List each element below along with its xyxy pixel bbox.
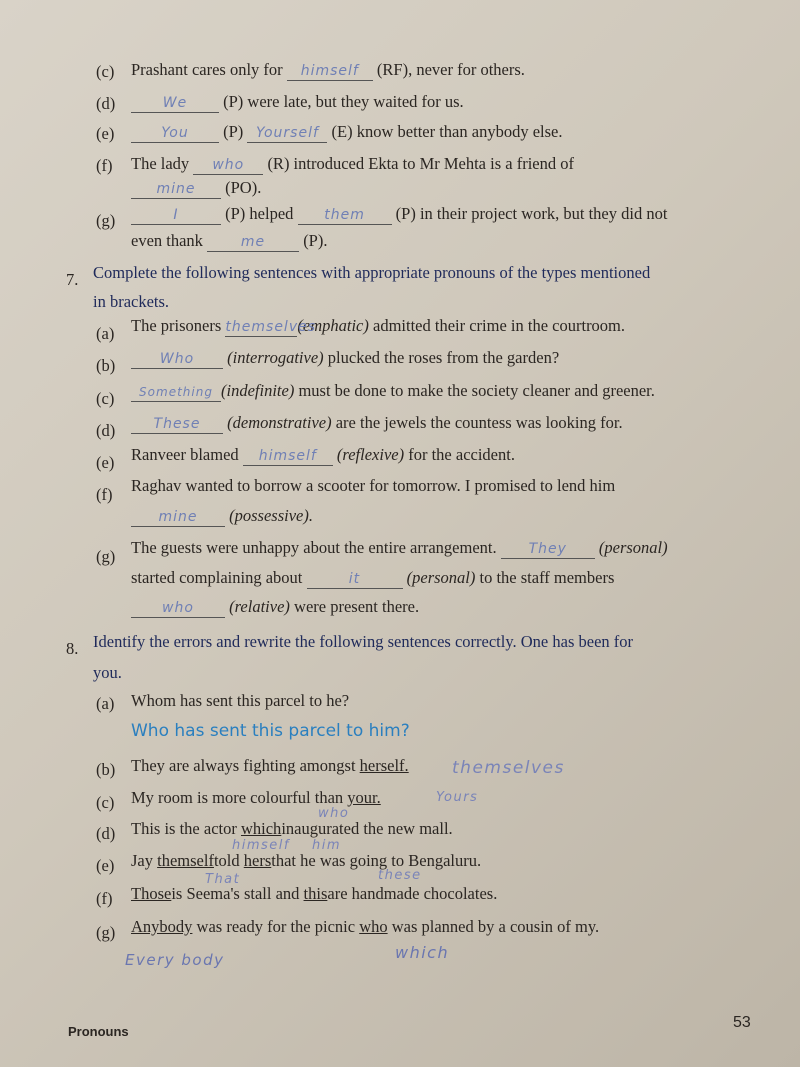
text: for the accident. xyxy=(408,445,515,464)
handwritten-answer: them xyxy=(324,207,365,223)
item-label: (c) xyxy=(96,793,115,812)
item-label: (d) xyxy=(96,824,116,843)
handwritten-correction: themselves xyxy=(452,758,565,778)
handwritten-correction: Yours xyxy=(436,790,479,805)
blank[interactable] xyxy=(243,447,333,466)
sentence-6e xyxy=(131,124,562,143)
item-label: (f) xyxy=(96,485,113,504)
text: Ranveer blamed xyxy=(131,445,239,464)
item-label: (e) xyxy=(96,453,115,472)
sentence-8g xyxy=(131,919,599,936)
text: This is the actor xyxy=(131,819,237,838)
handwritten-answer: it xyxy=(348,571,361,587)
question-7-text: Complete the following sentences with appropriate pronouns of the types mentioned xyxy=(93,263,651,282)
text: (P) were late, but they waited for us. xyxy=(223,92,464,111)
text: (R) introduced Ekta to Mr Mehta is a friend of xyxy=(267,154,574,173)
handwritten-correction: which xyxy=(395,943,450,962)
sentence-7g xyxy=(131,540,668,559)
handwritten-answer: We xyxy=(162,95,188,111)
sentence-8b xyxy=(131,758,409,775)
item-label: (a) xyxy=(96,324,115,343)
error-word: Those xyxy=(131,884,172,903)
question-number: 7. xyxy=(66,270,79,289)
text: The lady xyxy=(131,154,190,173)
handwritten-answer: These xyxy=(153,416,201,432)
blank[interactable] xyxy=(307,570,403,589)
sentence-6d xyxy=(131,94,464,113)
item-label: (b) xyxy=(96,760,116,779)
blank[interactable] xyxy=(225,318,317,337)
handwritten-answer: I xyxy=(173,207,179,223)
text: admitted their crime in the courtroom. xyxy=(373,316,626,335)
item-label: (a) xyxy=(96,694,115,713)
sentence-7g-line2 xyxy=(131,570,614,589)
text: started complaining about xyxy=(131,568,303,587)
text: (P). xyxy=(303,231,328,250)
pronoun-type: (demonstrative) xyxy=(227,413,332,432)
chapter-title: Pronouns xyxy=(68,1024,129,1039)
text: were present there. xyxy=(294,597,420,616)
sentence-6g xyxy=(131,206,667,225)
sentence-8f xyxy=(131,886,497,903)
pronoun-type: (emphatic) xyxy=(297,316,369,335)
pronoun-type: (relative) xyxy=(229,597,290,616)
sentence-7b xyxy=(131,350,559,369)
text: (P) xyxy=(223,122,244,141)
text: is Seema's stall and xyxy=(171,884,300,903)
text: that he was going to Bengaluru. xyxy=(271,851,482,870)
text: was planned by a cousin of my. xyxy=(391,917,600,936)
sentence-7f xyxy=(131,478,615,495)
text: The prisoners xyxy=(131,316,222,335)
question-number: 8. xyxy=(66,639,79,658)
item-label: (g) xyxy=(96,211,116,230)
text: Prashant cares only for xyxy=(131,60,283,79)
question-8-text: Identify the errors and rewrite the following sentences correctly. One has been for xyxy=(93,632,634,651)
handwritten-answer: who xyxy=(212,157,245,173)
text: My room is more colourful than xyxy=(131,788,344,807)
blank[interactable] xyxy=(131,415,223,434)
text: Jay xyxy=(131,851,153,870)
sentence-7d xyxy=(131,415,623,434)
blank[interactable] xyxy=(501,540,595,559)
text: They are always fighting amongst xyxy=(131,756,356,775)
pronoun-type: (interrogative) xyxy=(227,348,324,367)
handwritten-answer: Yourself xyxy=(255,125,319,141)
item-label: (e) xyxy=(96,856,115,875)
handwritten-correction: That xyxy=(205,872,241,887)
handwritten-correction: himself xyxy=(232,838,290,853)
error-word: your. xyxy=(347,788,381,807)
handwritten-answer: Something xyxy=(139,385,213,399)
sentence-8a: Whom has sent this parcel to he? xyxy=(131,691,350,710)
text: are the jewels the countess was looking for. xyxy=(335,413,623,432)
error-word: Anybody xyxy=(131,917,193,936)
handwritten-answer: mine xyxy=(158,509,198,525)
sentence-7a xyxy=(131,318,625,337)
handwritten-answer: They xyxy=(528,541,567,557)
blank[interactable] xyxy=(131,206,221,225)
sample-answer: Who has sent this parcel to him? xyxy=(131,721,410,741)
item-label: (d) xyxy=(96,94,116,113)
text: told xyxy=(213,851,240,870)
item-label: (c) xyxy=(96,62,115,81)
item-label: (b) xyxy=(96,356,116,375)
error-word: hers xyxy=(243,851,272,870)
page-number: 53 xyxy=(733,1014,751,1031)
sentence-6c xyxy=(131,62,525,81)
text: are handmade chocolates. xyxy=(327,884,498,903)
handwritten-correction: Every body xyxy=(125,951,225,969)
pronoun-type: (indefinite) xyxy=(221,381,295,400)
handwritten-correction: these xyxy=(378,868,422,883)
error-word: herself. xyxy=(359,756,409,775)
blank[interactable] xyxy=(298,206,392,225)
text: The guests were unhappy about the entire arrangement. xyxy=(131,538,497,557)
handwritten-answer: mine xyxy=(156,181,196,197)
error-word: who xyxy=(359,917,388,936)
sentence-8e xyxy=(131,853,481,870)
text: plucked the roses from the garden? xyxy=(327,348,560,367)
text: Raghav wanted to borrow a scooter for tomorrow. I promised to lend him xyxy=(131,476,616,495)
question-8-text-line2: you. xyxy=(93,663,122,682)
text: to the staff members xyxy=(479,568,615,587)
sentence-7e xyxy=(131,447,515,466)
handwritten-answer: himself xyxy=(300,63,359,79)
pronoun-type: (personal) xyxy=(406,568,476,587)
text: (RF), never for others. xyxy=(376,60,525,79)
sentence-7g-line3 xyxy=(131,599,419,618)
blank[interactable] xyxy=(131,383,221,402)
pronoun-type: (reflexive) xyxy=(336,445,405,464)
pronoun-type: (possessive). xyxy=(229,506,313,525)
question-7-text-line2: in brackets. xyxy=(93,292,170,311)
handwritten-answer: me xyxy=(240,234,266,250)
blank[interactable] xyxy=(247,124,327,143)
item-label: (e) xyxy=(96,124,115,143)
handwritten-answer: himself xyxy=(258,448,317,464)
blank[interactable] xyxy=(193,156,263,175)
blank[interactable] xyxy=(131,599,225,618)
blank[interactable] xyxy=(131,94,219,113)
blank[interactable] xyxy=(131,180,221,199)
handwritten-answer: who xyxy=(162,600,194,616)
text: even thank xyxy=(131,231,203,250)
text: (P) helped xyxy=(225,204,294,223)
sentence-7c xyxy=(131,383,655,402)
blank[interactable] xyxy=(131,124,219,143)
text: (P) in their project work, but they did not xyxy=(395,204,668,223)
blank[interactable] xyxy=(131,508,225,527)
sentence-7f-line2 xyxy=(131,508,313,527)
handwritten-answer: Who xyxy=(159,351,195,367)
item-label: (d) xyxy=(96,421,116,440)
handwritten-correction: him xyxy=(312,838,342,853)
text: was ready for the picnic xyxy=(196,917,356,936)
sentence-8c xyxy=(131,790,381,807)
item-label: (c) xyxy=(96,389,115,408)
sentence-8d xyxy=(131,821,453,838)
text: (E) know better than anybody else. xyxy=(331,122,563,141)
handwritten-answer: themselves xyxy=(225,319,317,335)
text: inaugurated the new mall. xyxy=(281,819,453,838)
error-word: themself xyxy=(157,851,214,870)
item-label: (g) xyxy=(96,923,116,942)
item-label: (f) xyxy=(96,156,113,175)
handwritten-answer: You xyxy=(161,125,189,141)
sentence-6g-line2 xyxy=(131,233,327,252)
error-word: this xyxy=(303,884,328,903)
error-word: which xyxy=(240,819,282,838)
blank[interactable] xyxy=(207,233,299,252)
item-label: (f) xyxy=(96,889,113,908)
text: (PO). xyxy=(225,178,262,197)
handwritten-correction: who xyxy=(318,806,350,821)
sentence-6f-line2 xyxy=(131,180,261,199)
item-label: (g) xyxy=(96,547,116,566)
pronoun-type: (personal) xyxy=(598,538,668,557)
blank[interactable] xyxy=(131,350,223,369)
text: must be done to make the society cleaner and greener. xyxy=(298,381,655,400)
sentence-6f xyxy=(131,156,574,175)
blank[interactable] xyxy=(287,62,373,81)
